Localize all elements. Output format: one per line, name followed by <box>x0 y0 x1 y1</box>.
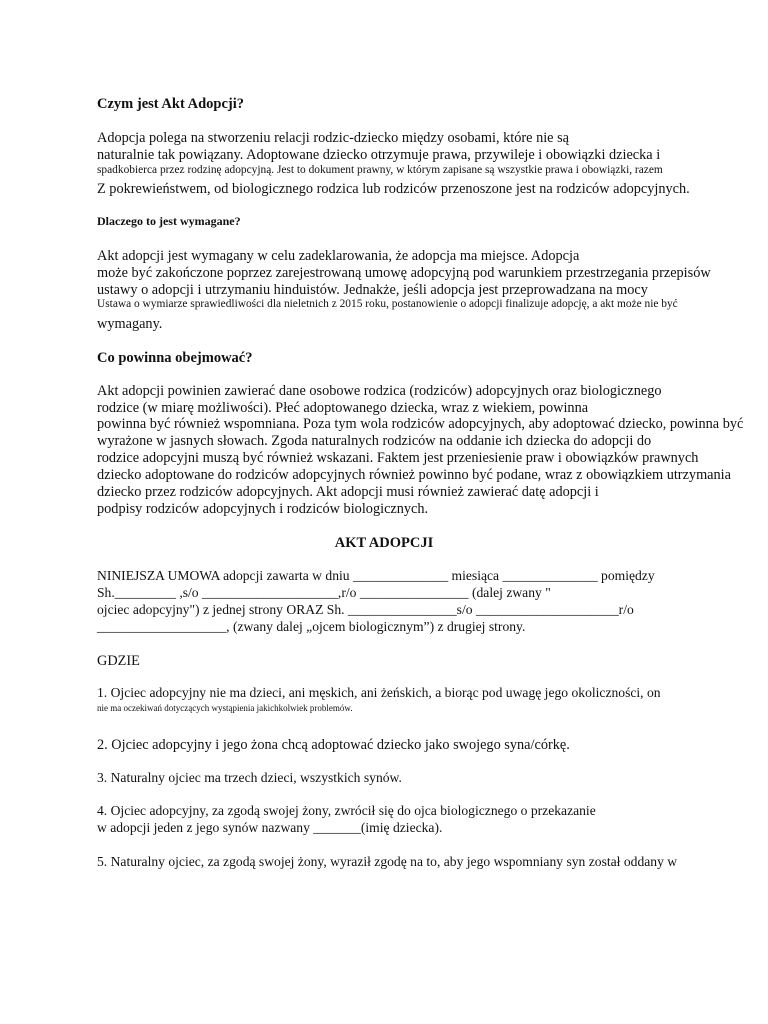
para1-line: Z pokrewieństwem, od biologicznego rodzica lub rodziców przenoszone jest na rodziców adopcyjnych. <box>97 181 690 197</box>
heading-why-required: Dlaczego to jest wymagane? <box>97 214 241 228</box>
para3-line: podpisy rodziców adopcyjnych i rodziców biologicznych. <box>97 501 429 517</box>
heading-what-is: Czym jest Akt Adopcji? <box>97 96 245 112</box>
clause-5: 5. Naturalny ojciec, za zgodą swojej żony, wyraził zgodę na to, aby jego wspomniany syn został oddany w <box>97 854 678 869</box>
clause-3: 3. Naturalny ojciec ma trzech dzieci, wszystkich synów. <box>97 770 402 785</box>
para3-line: rodzice adopcyjni muszą być również wskazani. Faktem jest przeniesienie praw i obowiązków prawnych <box>97 450 699 466</box>
deed-intro-line: ___________________, (zwany dalej „ojcem biologicznym”) z drugiej strony. <box>97 619 526 634</box>
clause-4-line: w adopcji jeden z jego synów nazwany _______(imię dziecka). <box>97 820 443 835</box>
para1-line: naturalnie tak powiązany. Adoptowane dziecko otrzymuje prawa, przywileje i obowiązki dziecka i <box>97 147 661 163</box>
para3-line: wyrażone w jasnych słowach. Zgoda naturalnych rodziców na oddanie ich dziecka do adopcji do <box>97 433 652 449</box>
para1-line: Adopcja polega na stworzeniu relacji rodzic-dziecko między osobami, które nie są <box>97 130 570 146</box>
deed-title: AKT ADOPCJI <box>334 535 434 551</box>
para2-line: Akt adopcji jest wymagany w celu zadeklarowania, że adopcja ma miejsce. Adopcja <box>97 248 580 264</box>
deed-intro-line: Sh._________ ,s/o ____________________,r/o ________________ (dalej zwany " <box>97 585 551 600</box>
heading-what-include: Co powinna obejmować? <box>97 350 253 366</box>
para2-line: wymagany. <box>97 316 163 332</box>
clause-1-line: nie ma oczekiwań dotyczących wystąpienia jakichkolwiek problemów. <box>97 703 353 713</box>
para2-line: może być zakończone poprzez zarejestrowaną umowę adopcyjną pod warunkiem przestrzegania przepisów <box>97 265 711 281</box>
clause-4-line: 4. Ojciec adopcyjny, za zgodą swojej żony, zwrócił się do ojca biologicznego o przekazanie <box>97 803 596 818</box>
para3-line: powinna być również wspomniana. Poza tym wola rodziców adopcyjnych, aby adoptować dziecko, powinna być <box>97 416 744 432</box>
clause-1-line: 1. Ojciec adopcyjny nie ma dzieci, ani męskich, ani żeńskich, a biorąc pod uwagę jego okoliczności, on <box>97 685 661 700</box>
para3-line: Akt adopcji powinien zawierać dane osobowe rodzica (rodziców) adopcyjnych oraz biologicznego <box>97 383 662 399</box>
para3-line: dziecko przez rodziców adopcyjnych. Akt adopcji musi również zawierać datę adopcji i <box>97 484 599 500</box>
para2-line: ustawy o adopcji i utrzymaniu hinduistów. Jednakże, jeśli adopcja jest przeprowadzana na mocy <box>97 282 648 298</box>
deed-intro-line: NINIEJSZA UMOWA adopcji zawarta w dniu ______________ miesiąca ______________ pomiędzy <box>97 568 655 583</box>
para1-line: spadkobierca przez rodzinę adopcyjną. Jest to dokument prawny, w którym zapisane są wszystkie prawa i obowiązki, razem <box>97 164 663 176</box>
para3-line: rodzice (w miarę możliwości). Płeć adoptowanego dziecka, wraz z wiekiem, powinna <box>97 400 589 416</box>
clause-2: 2. Ojciec adopcyjny i jego żona chcą adoptować dziecko jako swojego syna/córkę. <box>97 737 570 753</box>
whereas-heading: GDZIE <box>97 653 140 669</box>
para2-line: Ustawa o wymiarze sprawiedliwości dla nieletnich z 2015 roku, postanowienie o adopcji finalizuje adopcję, a akt może nie być <box>97 298 678 310</box>
para3-line: dziecko adoptowane do rodziców adopcyjnych również powinno być podane, wraz z obowiązkiem utrzymania <box>97 467 731 483</box>
deed-intro-line: ojciec adopcyjny") z jednej strony ORAZ Sh. ________________s/o _____________________r/o <box>97 602 634 617</box>
